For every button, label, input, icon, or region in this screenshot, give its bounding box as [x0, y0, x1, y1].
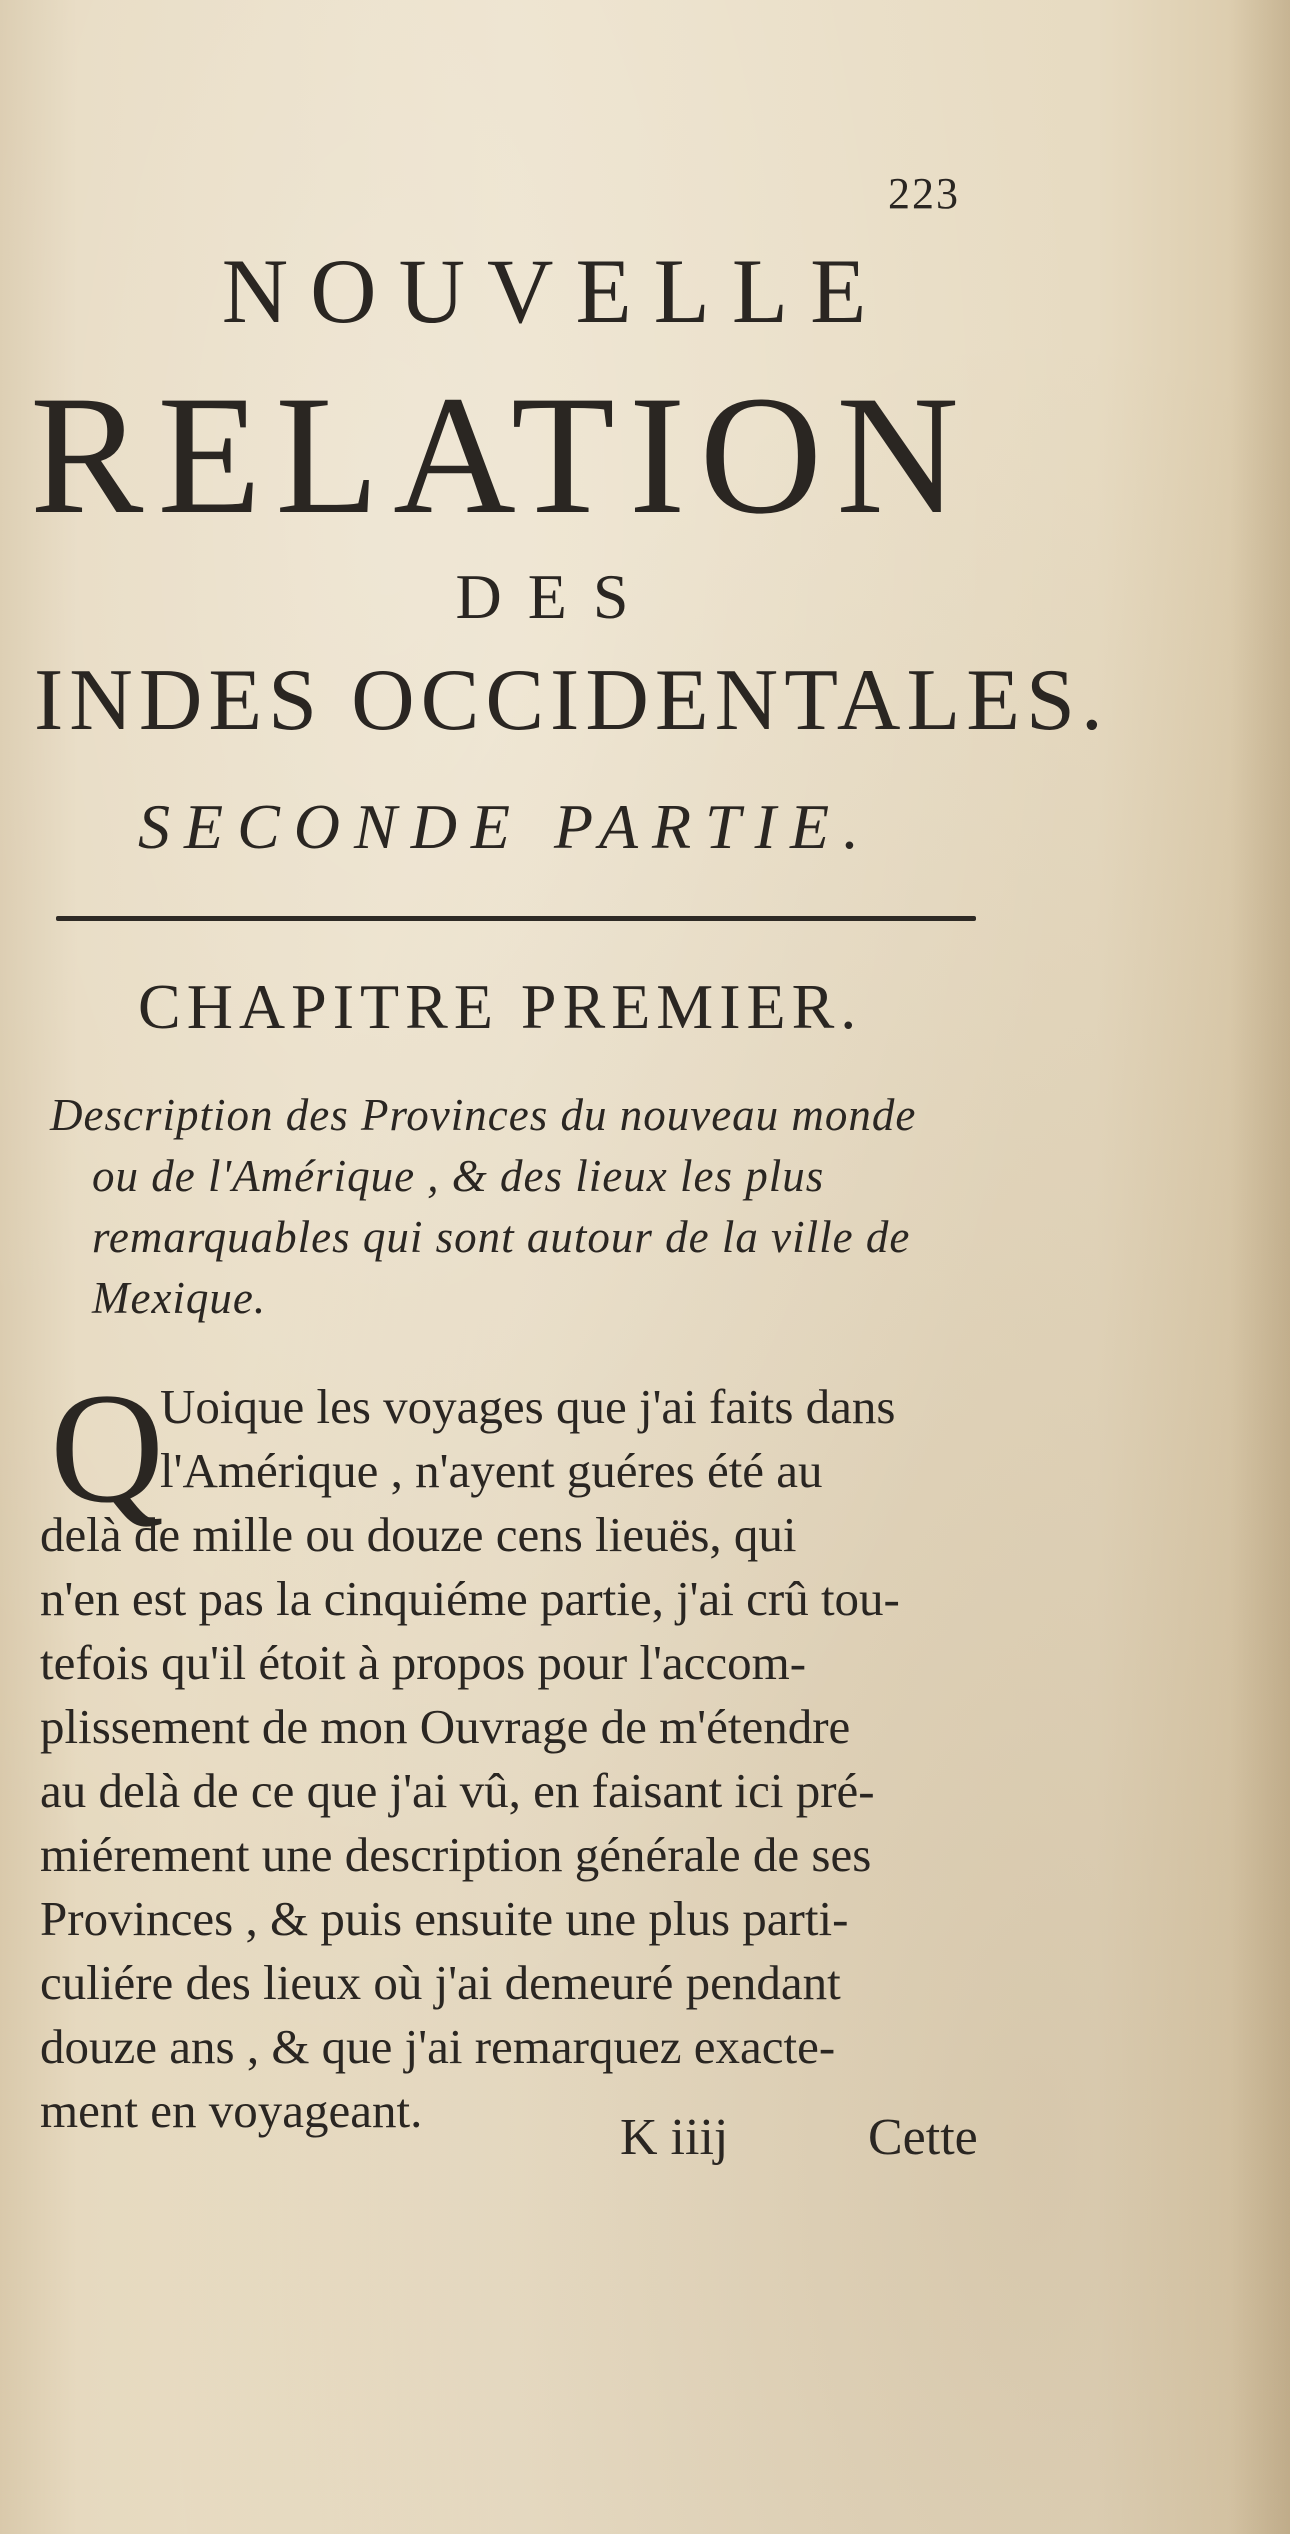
title-nouvelle: NOUVELLE	[221, 240, 889, 342]
title-divider-rule	[56, 916, 976, 921]
summary-line: Description des Provinces du nouveau monde	[50, 1090, 917, 1140]
catchword: Cette	[868, 2109, 978, 2166]
summary-line: remarquables qui sont autour de la ville de	[92, 1212, 911, 1262]
body-line: Uoique les voyages que j'ai faits dans	[160, 1379, 896, 1434]
summary-line: ou de l'Amérique , & des lieux les plus	[92, 1151, 825, 1201]
body-line: au delà de ce que j'ai vû, en faisant ici pré-	[40, 1763, 875, 1818]
body-line: delà de mille ou douze cens lieuës, qui	[40, 1507, 797, 1562]
drop-cap-initial: Q	[50, 1361, 165, 1536]
page-number: 223	[888, 169, 960, 218]
body-line: tefois qu'il étoit à propos pour l'accom-	[40, 1635, 807, 1690]
body-line: miérement une description générale de ses	[40, 1827, 872, 1882]
body-line: n'en est pas la cinquiéme partie, j'ai crû tou-	[40, 1571, 900, 1626]
body-line: Provinces , & puis ensuite une plus parti-	[40, 1891, 849, 1946]
body-paragraph	[40, 1375, 1020, 2143]
page-gutter-shadow	[1230, 0, 1290, 2534]
title-relation: RELATION	[30, 361, 973, 549]
title-indes-occidentales: INDES OCCIDENTALES.	[34, 652, 1109, 749]
body-line: l'Amérique , n'ayent guéres été au	[160, 1443, 823, 1498]
body-line: douze ans , & que j'ai remarquez exacte-	[40, 2019, 836, 2074]
summary-line: Mexique.	[92, 1273, 267, 1323]
body-line: culiére des lieux où j'ai demeuré pendant	[40, 1955, 841, 2010]
chapter-summary	[50, 1085, 1010, 1329]
title-seconde-partie: SECONDE PARTIE.	[138, 791, 874, 862]
signature-mark: K iiij	[620, 2109, 729, 2166]
title-des: DES	[455, 561, 655, 632]
body-line: ment en voyageant.	[40, 2083, 423, 2138]
body-line: plissement de mon Ouvrage de m'étendre	[40, 1699, 851, 1754]
chapter-heading: CHAPITRE PREMIER.	[138, 971, 863, 1042]
